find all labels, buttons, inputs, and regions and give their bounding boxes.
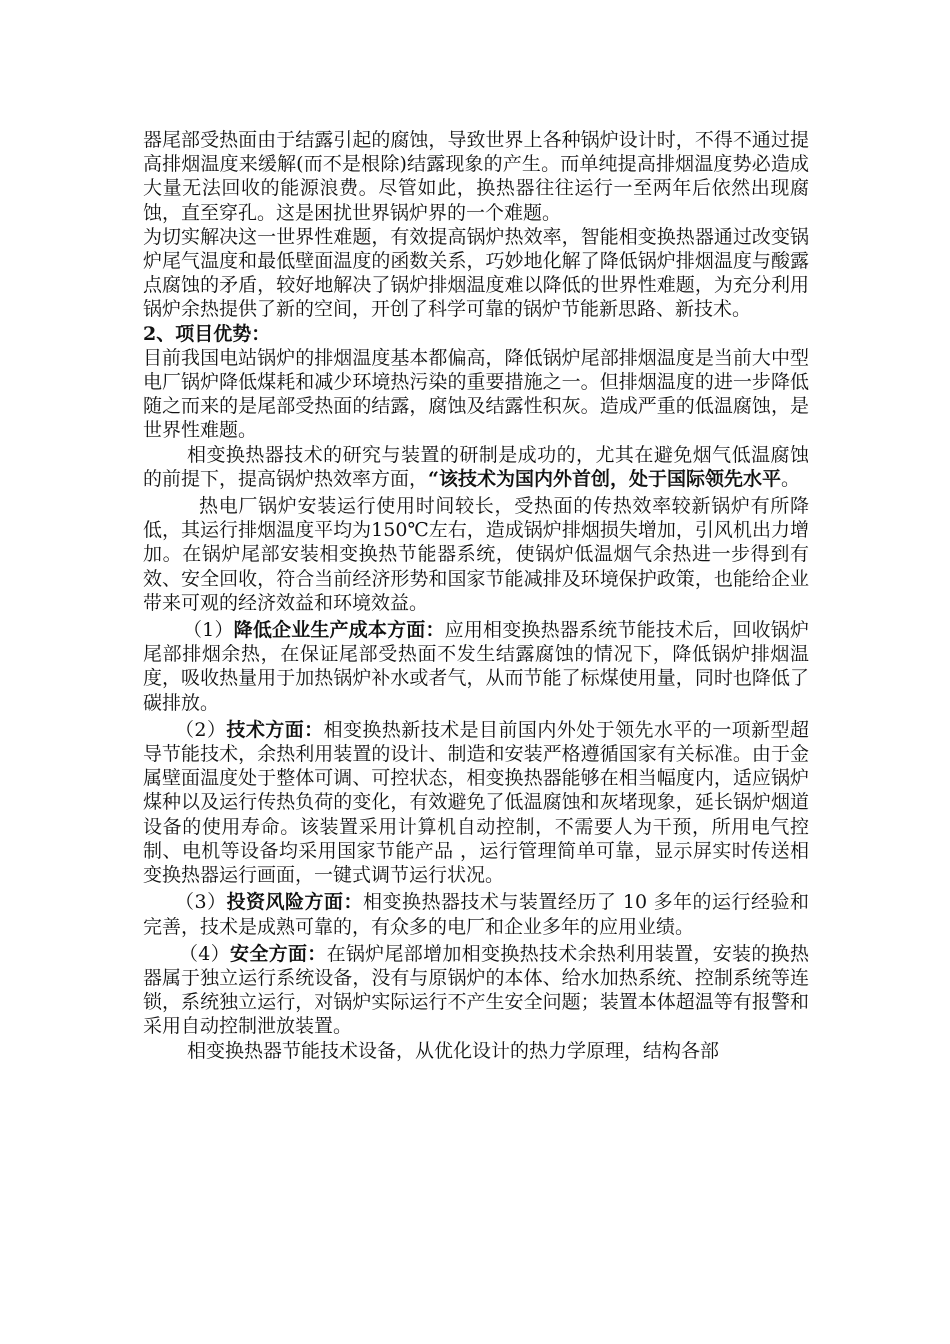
item-title-investment: 投资风险方面： xyxy=(226,891,363,914)
item-number-4: （4） xyxy=(179,942,231,965)
paragraph-safety xyxy=(143,942,809,1039)
paragraph-cost-reduction xyxy=(143,618,809,715)
item-title-safety: 安全方面： xyxy=(230,942,327,965)
paragraph-thermodynamic-design: 相变换热器节能技术设备，从优化设计的热力学原理，结构各部 xyxy=(187,1039,720,1062)
paragraph-research-success xyxy=(143,443,809,491)
item-title-technology: 技术方面： xyxy=(226,718,324,741)
item-number-1: （1） xyxy=(183,619,234,642)
item-text-safety: 在锅炉尾部增加相变换热技术余热利用装置，安装的换热器属于独立运行系统设备，没有与原锅炉的本体、给水加热系统、控制系统等连锁，系统独立运行，对锅炉实际运行不产生安全问题；装置本体超温等有报警和采用自动控制泄放装置。 xyxy=(143,942,809,1038)
item-number-2: （2） xyxy=(175,718,227,741)
paragraph-research-bold: “该技术为国内外首创，处于国际领先水平 xyxy=(428,467,781,490)
item-text-cost: 应用相变换热器系统节能技术后，回收锅炉尾部排烟余热，在保证尾部受热面不发生结露腐蚀的情况下，降低锅炉排烟温度，吸收热量用于加热锅炉补水或者气，从而节能了标煤使用量，同时也降低了碳排放。 xyxy=(143,619,809,714)
item-text-technology: 相变换热新技术是目前国内外处于领先水平的一项新型超导节能技术，余热利用装置的设计、制造和安装严格遵循国家有关标准。由于金属壁面温度处于整体可调、可控状态，相变换热器能够在相当幅度内，适应锅炉煤种以及运行传热负荷的变化，有效避免了低温腐蚀和灰堵现象，延长锅炉烟道设备的使用寿命。该装置采用计算机自动控制，不需要人为干预，所用电气控制、电机等设备均采用国家节能产品 ，运行管理简单可靠，显示屏实时传送相变换热器运行画面，一键式调节运行状况。 xyxy=(143,718,809,887)
paragraph-corrosion-problem: 器尾部受热面由于结露引起的腐蚀，导致世界上各种锅炉设计时，不得不通过提高排烟温度来缓解(而不是根除)结露现象的产生。而单纯提高排烟温度势必造成大量无法回收的能源浪费。尽管如此，换热器往往运行一至两年后依然出现腐蚀，直至穿孔。这是困扰世界锅炉界的一个难题。 xyxy=(143,129,809,224)
document-page xyxy=(143,128,809,1063)
paragraph-smart-heat-exchanger: 为切实解决这一世界性难题，有效提高锅炉热效率，智能相变换热器通过改变锅炉尾气温度和最低壁面温度的函数关系，巧妙地化解了降低锅炉排烟温度与酸露点腐蚀的矛盾，较好地解决了锅炉排烟温度难以降低的世界性难题，为充分利用锅炉余热提供了新的空间，开创了科学可靠的锅炉节能新思路、新技术。 xyxy=(143,225,809,321)
section-heading-advantages: 2、项目优势： xyxy=(143,322,271,345)
paragraph-research-end: 。 xyxy=(780,467,800,490)
paragraph-power-plant-boiler: 热电厂锅炉安装运行使用时间较长，受热面的传热效率较新锅炉有所降低，其运行排烟温度平均为150℃左右，造成锅炉排烟损失增加，引风机出力增加。在锅炉尾部安装相变换热节能器系统，使锅炉低温烟气余热进一步得到有效、安全回收，符合当前经济形势和国家节能减排及环境保护政策，也能给企业带来可观的经济效益和环境效益。 xyxy=(143,495,809,614)
paragraph-exhaust-temperature: 目前我国电站锅炉的排烟温度基本都偏高，降低锅炉尾部排烟温度是当前大中型电厂锅炉降低煤耗和减少环境热污染的重要措施之一。但排烟温度的进一步降低随之而来的是尾部受热面的结露，腐蚀及结露性积灰。造成严重的低温腐蚀，是世界性难题。 xyxy=(143,346,809,442)
item-title-cost: 降低企业生产成本方面： xyxy=(233,619,445,642)
item-text-investment: 相变换热器技术与装置经历了 10 多年的运行经验和完善，技术是成熟可靠的，有众多的电厂和企业多年的应用业绩。 xyxy=(143,891,809,938)
paragraph-technology xyxy=(143,718,809,887)
paragraph-research-text: 相变换热器技术的研究与装置的研制是成功的，尤其在避免烟气低温腐蚀的前提下，提高锅炉热效率方面， xyxy=(143,443,809,490)
paragraph-investment-risk xyxy=(143,890,809,938)
item-number-3: （3） xyxy=(175,891,227,914)
